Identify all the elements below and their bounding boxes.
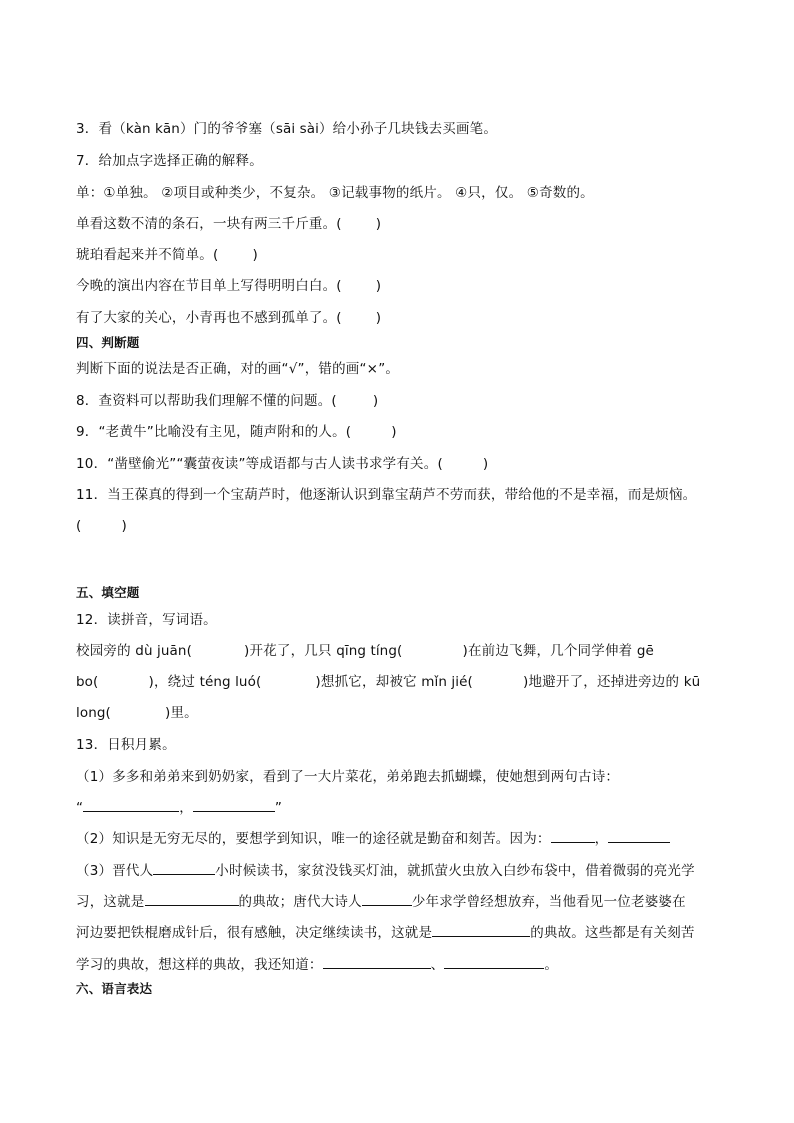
question-10 xyxy=(76,455,488,473)
answer-blank[interactable] xyxy=(193,799,275,812)
text: 习，这就是 xyxy=(76,894,145,910)
answer-blank[interactable] xyxy=(444,956,544,969)
text: 的典故；唐代大诗人 xyxy=(238,894,362,910)
text: )在前边飞舞，几个同学伸着 xyxy=(462,643,637,659)
answer-blank[interactable] xyxy=(83,799,179,812)
question-7-title: 7．给加点字选择正确的解释。 xyxy=(76,153,263,169)
answer-paren-open: ( xyxy=(255,674,262,690)
text: )地避开了，还掉进旁边的 xyxy=(523,674,684,690)
answer-paren-open: ( xyxy=(105,705,112,721)
text: 少年求学曾经想放弃，当他看见一位老婆婆在 xyxy=(411,894,686,910)
pinyin-gebo-cont: bo xyxy=(76,674,94,690)
q3-pinyin-2: sāi sài xyxy=(275,121,319,137)
section-4-instruction: 判断下面的说法是否正确，对的画“√”，错的画“×”。 xyxy=(76,361,400,377)
question-13-part-3-line-4 xyxy=(76,956,558,974)
question-9 xyxy=(76,423,397,441)
question-12-line-2 xyxy=(76,673,700,691)
answer-paren-close: ) xyxy=(375,278,382,294)
q10-text: 10．“凿壁偷光”“囊萤夜读”等成语都与古人读书求学有关。( xyxy=(76,456,443,472)
separator: 、 xyxy=(430,957,445,973)
text: 。 xyxy=(544,957,559,973)
answer-blank[interactable] xyxy=(551,830,595,843)
q3-text-b: ）门的爷爷塞（ xyxy=(179,121,276,137)
answer-paren-close: ) xyxy=(372,393,379,409)
answer-paren-open: ( xyxy=(93,674,99,690)
answer-paren-close: ) xyxy=(391,424,397,440)
answer-paren-close: ) xyxy=(121,518,127,534)
question-13-part-1: （1）多多和弟弟来到奶奶家，看到了一大片菜花，弟弟跑去抓蝴蝶，使她想到两句古诗： xyxy=(76,769,620,785)
pinyin-tengluo: téng luó xyxy=(199,674,256,690)
question-7-item xyxy=(76,246,258,264)
pinyin-minjie: mǐn jié xyxy=(421,674,468,690)
pinyin-dujuan: dù juān xyxy=(135,643,187,659)
question-12-title: 12．读拼音，写词语。 xyxy=(76,612,217,628)
question-11-answer xyxy=(76,517,127,535)
item-text: 琥珀看起来并不简单。( xyxy=(76,247,219,263)
question-13-part-3-line-2 xyxy=(76,893,686,911)
question-8 xyxy=(76,392,378,410)
answer-paren-open: ( xyxy=(76,518,82,534)
question-13-part-3-line-1 xyxy=(76,862,695,880)
question-13-part-2 xyxy=(76,830,670,848)
separator: ， xyxy=(179,800,193,816)
q3-text-c: ）给小孙子几块钱去买画笔。 xyxy=(318,121,498,137)
question-7-item xyxy=(76,215,381,233)
answer-paren-open: ( xyxy=(186,643,193,659)
question-3 xyxy=(76,120,497,138)
section-6-heading: 六、语言表达 xyxy=(76,981,153,996)
question-11: 11．当王葆真的得到一个宝葫芦时，他逐渐认识到靠宝葫芦不劳而获，带给他的不是幸福，而是烦恼。 xyxy=(76,487,697,503)
pinyin-qingting: qīng tíng xyxy=(336,643,398,659)
answer-blank[interactable] xyxy=(362,893,412,906)
answer-blank[interactable] xyxy=(323,956,431,969)
text: )开花了，几只 xyxy=(244,643,337,659)
quote-open: “ xyxy=(76,800,84,816)
text: )，绕过 xyxy=(148,674,200,690)
answer-paren-close: ) xyxy=(375,310,382,326)
item-text: 今晚的演出内容在节目单上写得明明白白。( xyxy=(76,278,342,294)
text: （3）晋代人 xyxy=(76,863,154,879)
text: 校园旁的 xyxy=(76,643,136,659)
answer-blank[interactable] xyxy=(608,830,670,843)
answer-paren-open: ( xyxy=(397,643,403,659)
question-7-item xyxy=(76,309,381,327)
text: 的典故。这些都是有关刻苦 xyxy=(530,925,695,941)
question-13-title: 13．日积月累。 xyxy=(76,737,176,753)
question-12-line-3 xyxy=(76,704,198,722)
quote-close: ” xyxy=(274,800,283,816)
answer-blank[interactable] xyxy=(145,893,239,906)
question-12-line-1 xyxy=(76,642,654,660)
question-7-options: 单：①单独。 ②项目或种类少，不复杂。 ③记载事物的纸片。 ④只，仅。 ⑤奇数的。 xyxy=(76,185,594,201)
text: 学习的典故，想这样的典故，我还知道： xyxy=(76,957,323,973)
q3-text-a: 3．看（ xyxy=(76,121,126,137)
pinyin-gebo: gē xyxy=(636,643,654,659)
q9-text: 9．“老黄牛”比喻没有主见，随声附和的人。( xyxy=(76,424,352,440)
answer-paren-close: ) xyxy=(252,247,258,263)
section-5-heading: 五、填空题 xyxy=(76,585,140,600)
answer-blank[interactable] xyxy=(153,862,215,875)
question-13-part-1-blanks xyxy=(76,799,282,817)
text: 小时候读书，家贫没钱买灯油，就抓萤火虫放入白纱布袋中，借着微弱的亮光学 xyxy=(215,863,695,879)
q3-pinyin-1: kàn kān xyxy=(125,121,180,137)
pinyin-kulong-cont: long xyxy=(76,705,106,721)
item-text: 有了大家的关心，小青再也不感到孤单了。( xyxy=(76,310,342,326)
answer-paren-close: ) xyxy=(482,456,489,472)
question-13-part-3-line-3 xyxy=(76,924,695,942)
separator: ， xyxy=(594,831,609,847)
answer-paren-open: ( xyxy=(467,674,474,690)
pinyin-kulong: kū xyxy=(683,674,701,690)
q8-text: 8．查资料可以帮助我们理解不懂的问题。( xyxy=(76,393,337,409)
text: )想抓它，却被它 xyxy=(315,674,422,690)
text: )里。 xyxy=(165,705,198,721)
answer-blank[interactable] xyxy=(432,924,530,937)
text: 河边要把铁棍磨成针后，很有感触，决定继续读书，这就是 xyxy=(76,925,433,941)
text: （2）知识是无穷无尽的，要想学到知识，唯一的途径就是勤奋和刻苦。因为： xyxy=(76,831,551,847)
item-text: 单看这数不清的条石，一块有两三千斤重。( xyxy=(76,216,342,232)
section-4-heading: 四、判断题 xyxy=(76,335,140,350)
question-7-item xyxy=(76,277,381,295)
answer-paren-close: ) xyxy=(375,216,382,232)
